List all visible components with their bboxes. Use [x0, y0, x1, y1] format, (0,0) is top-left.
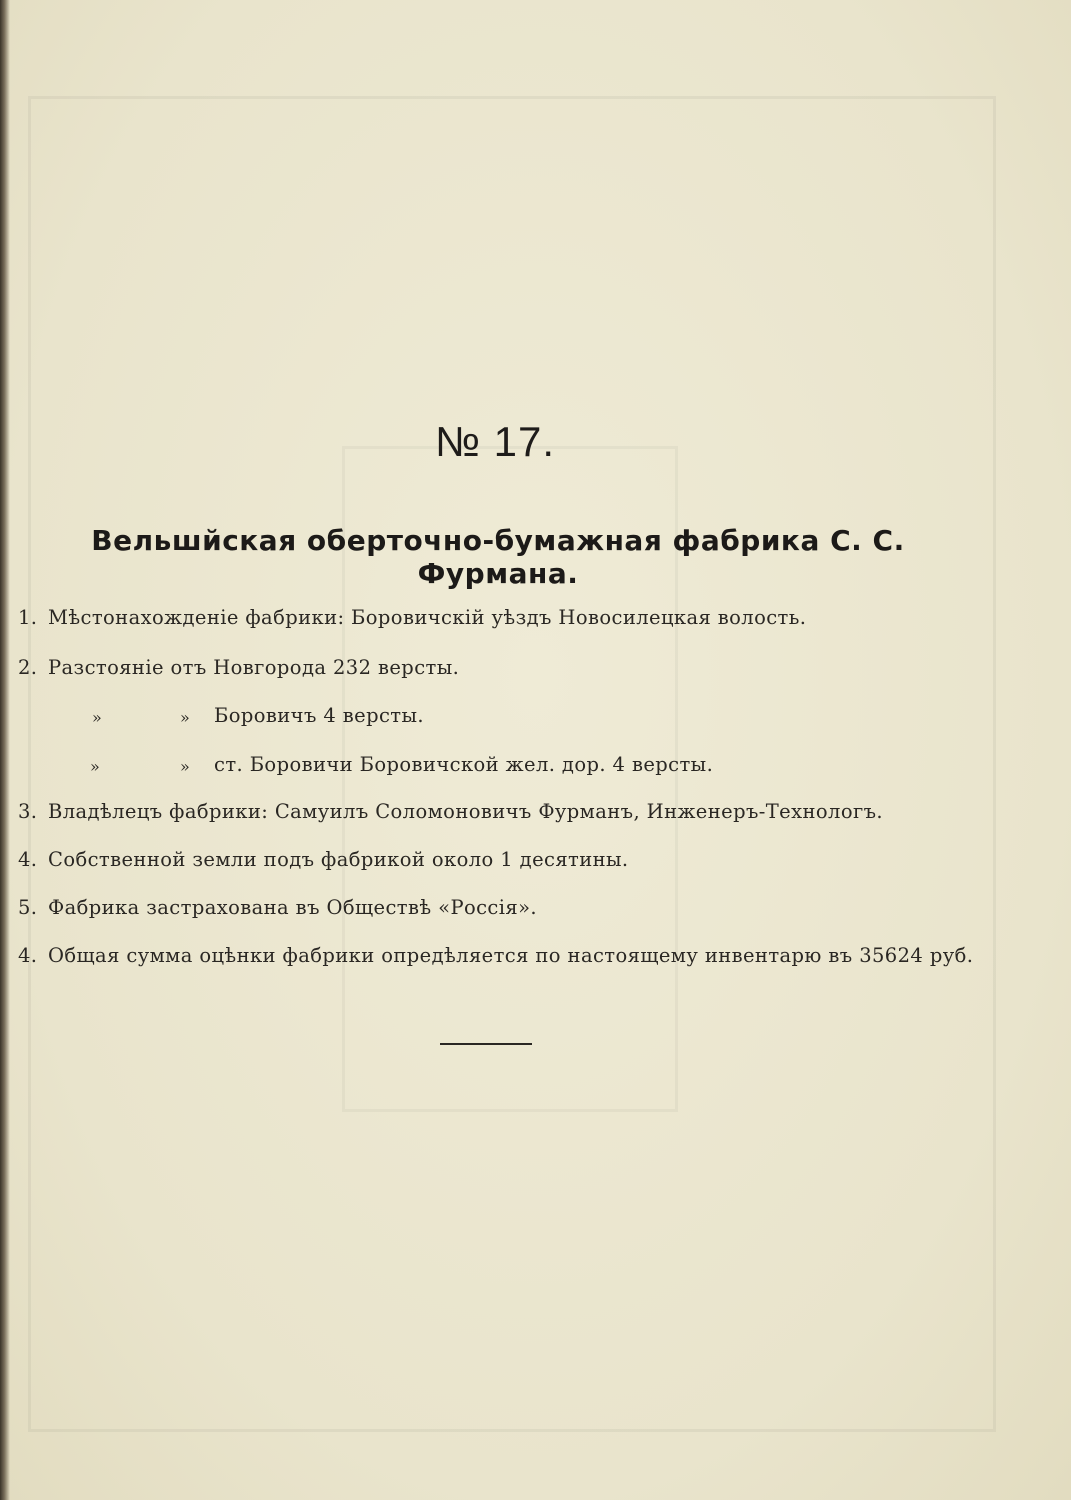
- document-number: № 17.: [434, 418, 556, 465]
- item-text: Владѣлецъ фабрики: Самуилъ Соломоновичъ Фурманъ, Инженеръ-Технологъ.: [48, 800, 883, 823]
- page-gutter-shadow: [0, 0, 10, 1500]
- ditto-mark: »: [90, 757, 100, 776]
- ditto-mark: »: [92, 708, 102, 727]
- ditto-mark: »: [180, 708, 190, 727]
- item-text: Собственной земли подъ фабрикой около 1 десятины.: [48, 848, 629, 871]
- sub-line-text: ст. Боровичи Боровичской жел. дор. 4 версты.: [214, 753, 714, 776]
- item-number: 5.: [18, 896, 38, 919]
- sub-line-text: Боровичъ 4 версты.: [214, 704, 424, 727]
- item-text: Разстояніе отъ Новгорода 232 версты.: [48, 656, 460, 679]
- item-number: 4.: [18, 848, 38, 871]
- item-text: Мѣстонахожденіе фабрики: Боровичскій уѣздъ Новосилецкая волость.: [48, 606, 807, 629]
- list-item: [18, 656, 1058, 679]
- list-item: [18, 896, 1058, 919]
- item-number: 1.: [18, 606, 38, 629]
- closing-rule: [440, 1043, 532, 1045]
- item-number: 3.: [18, 800, 38, 823]
- item-text: Общая сумма оцѣнки фабрики опредѣляется по настоящему инвентарю въ 35624 руб.: [48, 944, 974, 967]
- item-number: 2.: [18, 656, 38, 679]
- item-text: Фабрика застрахована въ Обществѣ «Россія».: [48, 896, 538, 919]
- list-item: [18, 944, 1058, 967]
- ditto-mark: »: [180, 757, 190, 776]
- document-title: Вельшйская оберточно-бумажная фабрика С. С. Фурмана.: [91, 524, 905, 590]
- list-item: [18, 848, 1058, 871]
- list-item: [18, 606, 1058, 629]
- item-number: 4.: [18, 944, 38, 967]
- list-item: [18, 800, 1058, 823]
